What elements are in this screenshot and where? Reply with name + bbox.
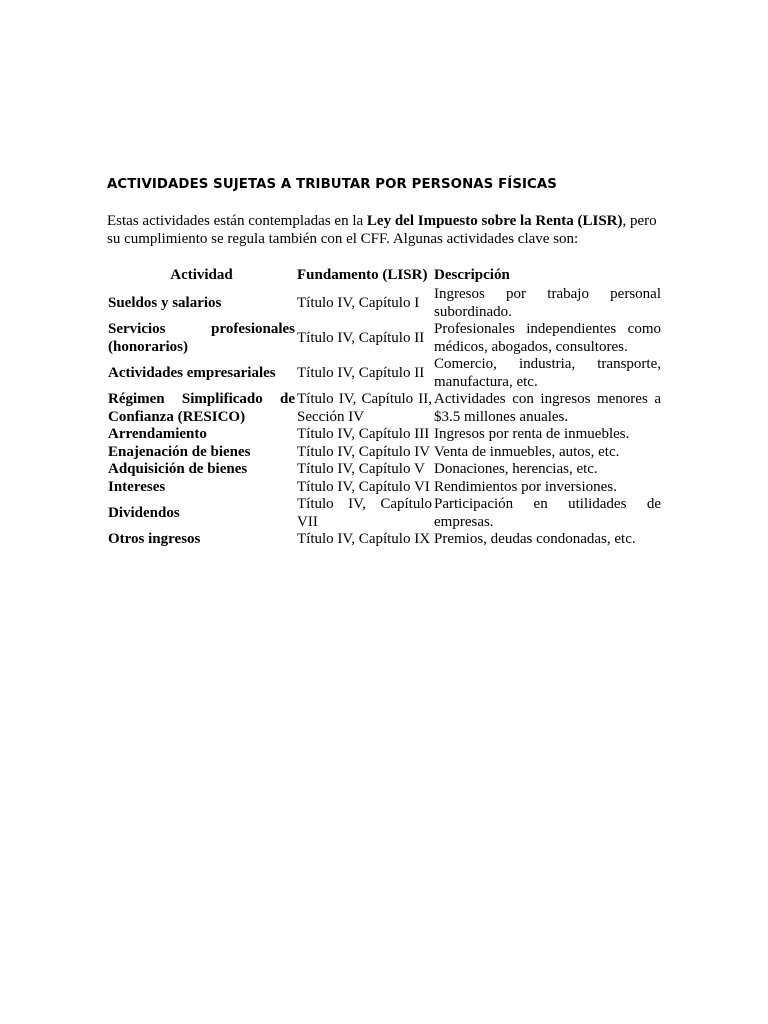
- cell-actividad: Actividades empresariales: [108, 364, 276, 381]
- table-row: [107, 444, 662, 462]
- cell-fundamento: Título IV, Capítulo II: [297, 329, 425, 346]
- cell-actividad: Servicios profesionales (honorarios): [108, 321, 295, 355]
- cell-actividad: Sueldos y salarios: [108, 294, 222, 311]
- intro-text-after: , pero su cumplimiento se regula también con el CFF. Algunas actividades clave son:: [107, 213, 657, 247]
- cell-fundamento: Título IV, Capítulo II: [297, 364, 425, 381]
- header-actividad: Actividad: [170, 267, 233, 283]
- table-row: [107, 286, 662, 321]
- intro-text-before: Estas actividades están contempladas en la: [107, 213, 367, 229]
- cell-descripcion: Premios, deudas condonadas, etc.: [434, 531, 636, 547]
- intro-text-bold: Ley del Impuesto sobre la Renta (LISR): [366, 213, 623, 229]
- table-row: [107, 461, 662, 479]
- cell-descripcion: Donaciones, herencias, etc.: [434, 461, 598, 477]
- cell-actividad: Arrendamiento: [108, 426, 207, 442]
- cell-fundamento: Título IV, Capítulo I: [297, 294, 420, 311]
- header-fundamento: Fundamento (LISR): [297, 267, 428, 283]
- cell-fundamento: Título IV, Capítulo IV: [297, 443, 431, 460]
- table-row: [107, 426, 662, 444]
- cell-descripcion: Comercio, industria, transporte, manufactura, etc.: [434, 356, 661, 390]
- cell-actividad: Régimen Simplificado de Confianza (RESICO): [108, 391, 295, 425]
- cell-descripcion: Ingresos por renta de inmuebles.: [434, 426, 630, 442]
- cell-fundamento: Título IV, Capítulo IX: [297, 531, 431, 547]
- document-page: [107, 176, 661, 549]
- table-row: [107, 531, 662, 549]
- table-header-row: [107, 267, 662, 286]
- cell-descripcion: Rendimientos por inversiones.: [434, 478, 617, 495]
- cell-descripcion: Actividades con ingresos menores a $3.5 millones anuales.: [434, 391, 661, 425]
- cell-fundamento: Título IV, Capítulo VII: [297, 496, 432, 530]
- table-row: [107, 496, 662, 531]
- intro-paragraph: [107, 212, 661, 248]
- page-title: ACTIVIDADES SUJETAS A TRIBUTAR POR PERSONAS FÍSICAS: [107, 177, 557, 192]
- activities-table: [107, 267, 662, 549]
- cell-descripcion: Ingresos por trabajo personal subordinado.: [434, 286, 661, 320]
- table-row: [107, 391, 662, 426]
- cell-actividad: Adquisición de bienes: [108, 461, 248, 477]
- cell-actividad: Otros ingresos: [108, 531, 201, 547]
- header-descripcion: Descripción: [434, 267, 510, 283]
- cell-actividad: Intereses: [108, 478, 166, 495]
- table-row: [107, 321, 662, 356]
- cell-descripcion: Venta de inmuebles, autos, etc.: [434, 443, 620, 460]
- cell-descripcion: Participación en utilidades de empresas.: [434, 496, 661, 530]
- cell-fundamento: Título IV, Capítulo VI: [297, 478, 430, 495]
- cell-descripcion: Profesionales independientes como médicos, abogados, consultores.: [434, 321, 661, 355]
- cell-actividad: Dividendos: [108, 504, 180, 521]
- cell-actividad: Enajenación de bienes: [108, 443, 251, 460]
- table-row: [107, 356, 662, 391]
- cell-fundamento: Título IV, Capítulo III: [297, 426, 430, 442]
- cell-fundamento: Título IV, Capítulo II, Sección IV: [297, 391, 432, 425]
- table-row: [107, 479, 662, 497]
- cell-fundamento: Título IV, Capítulo V: [297, 461, 425, 477]
